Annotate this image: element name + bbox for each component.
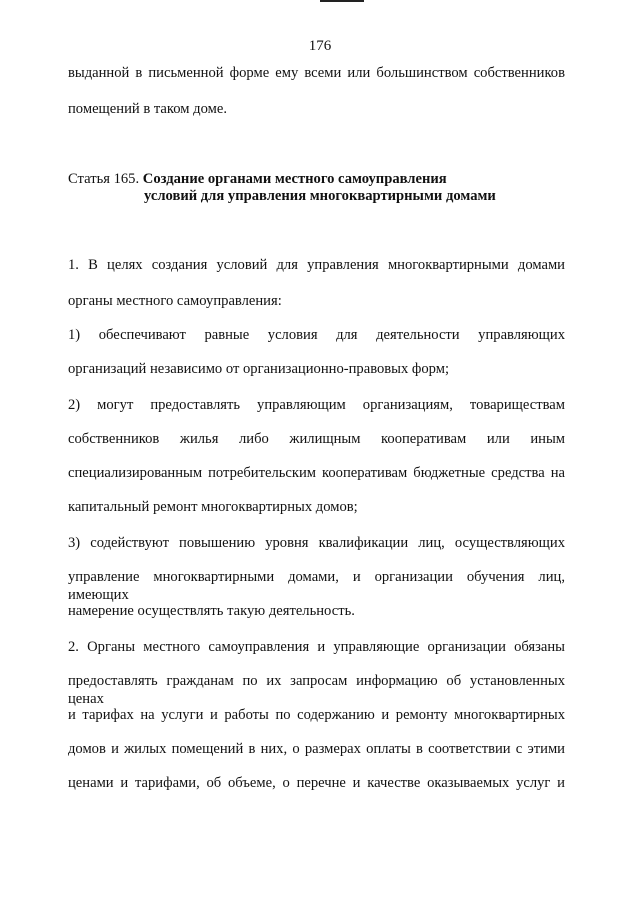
article-heading (68, 170, 548, 188)
body-line: предоставлять гражданам по их запросам информацию об установленных ценах (68, 673, 565, 707)
intro-line-2: помещений в таком доме. (68, 101, 227, 117)
body-line: 2. Органы местного самоуправления и управляющие организации обязаны (68, 639, 565, 655)
article-title-line-2: условий для управления многоквартирными домами (144, 188, 496, 204)
body-line: 1) обеспечивают равные условия для деятельности управляющих (68, 327, 565, 343)
body-line: и тарифах на услуги и работы по содержанию и ремонту многоквартирных (68, 707, 565, 723)
body-line: капитальный ремонт многоквартирных домов; (68, 499, 358, 515)
body-line: 3) содействуют повышению уровня квалификации лиц, осуществляющих (68, 535, 565, 551)
body-line: собственников жилья либо жилищным кооперативам или иным (68, 431, 565, 447)
intro-line-1: выданной в письменной форме ему всеми или большинством собственников (68, 65, 565, 81)
article-title-line-1: Создание органами местного самоуправления (142, 171, 447, 187)
body-line: намерение осуществлять такую деятельность. (68, 603, 355, 619)
article-heading-cont (144, 187, 624, 205)
body-line: органы местного самоуправления: (68, 293, 282, 309)
body-line: организаций независимо от организационно-правовых форм; (68, 361, 450, 377)
body-line: ценами и тарифами, об объеме, о перечне и качестве оказываемых услуг и (68, 775, 565, 791)
body-line: 2) могут предоставлять управляющим организациям, товариществам (68, 397, 565, 413)
article-prefix: Статья 165. (68, 171, 140, 187)
body-line: 1. В целях создания условий для управления многоквартирными домами (68, 257, 565, 273)
body-line: специализированным потребительским кооперативам бюджетные средства на (68, 465, 565, 481)
page-number: 176 (308, 38, 332, 54)
top-rule (320, 0, 364, 2)
body-line: управление многоквартирными домами, и организации обучения лиц, имеющих (68, 569, 565, 603)
body-line: домов и жилых помещений в них, о размерах оплаты в соответствии с этими (68, 741, 565, 757)
